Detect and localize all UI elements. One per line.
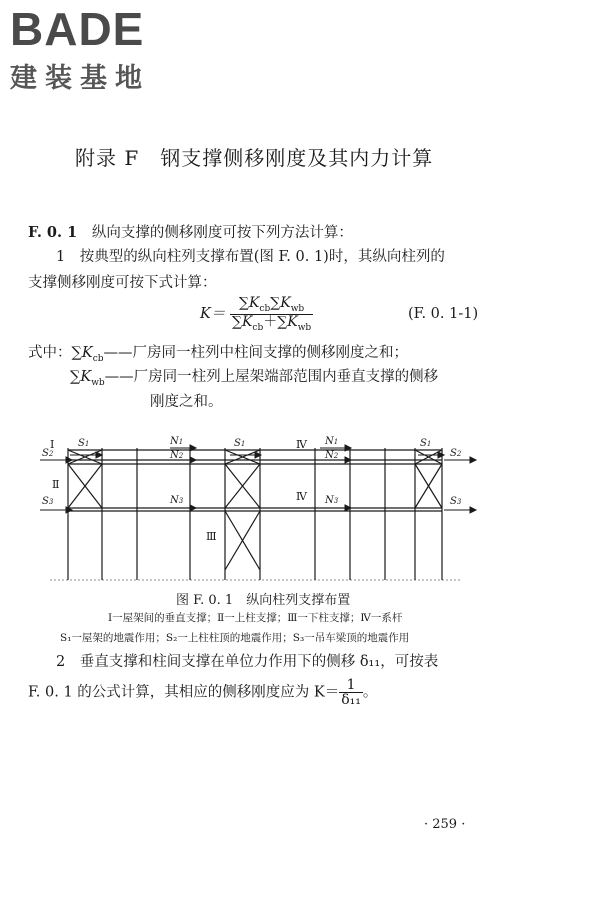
label-S3-a: S3 bbox=[42, 496, 54, 507]
label-S1-b: S1 bbox=[234, 438, 246, 449]
formula-fraction bbox=[230, 296, 313, 333]
label-N2-a: N2 bbox=[170, 450, 184, 461]
label-III: Ⅲ bbox=[206, 530, 217, 543]
item2-frac-den: δ₁₁ bbox=[341, 692, 361, 708]
formula-number: (F. 0. 1-1) bbox=[408, 306, 479, 322]
item2-line2 bbox=[28, 678, 377, 707]
label-S3-b: S3 bbox=[450, 496, 462, 507]
page-number: · 259 · bbox=[424, 817, 466, 832]
where-def2-text: ——厂房同一柱列上屋架端部范围内垂直支撑的侧移 bbox=[104, 369, 439, 385]
item2-frac-num: 1 bbox=[339, 678, 363, 693]
label-II: Ⅱ bbox=[52, 478, 60, 491]
logo-sub: 建装基地 bbox=[10, 63, 150, 93]
page-title: 附录 F 钢支撑侧移刚度及其内力计算 bbox=[75, 146, 434, 170]
label-IV-top: Ⅳ bbox=[296, 438, 307, 451]
logo-main: BADE bbox=[10, 3, 145, 55]
label-N1-a: N1 bbox=[170, 436, 184, 447]
figure-legend-2: S₁一屋架的地震作用；S₂一上柱柱顶的地震作用；S₃一吊车梁顶的地震作用 bbox=[60, 632, 410, 644]
where-def2-symbol: $\sum K_{wb}$ bbox=[70, 369, 105, 388]
label-I: I bbox=[50, 438, 55, 451]
where-def1-symbol: $\sum K_{cb}$ bbox=[71, 345, 104, 364]
label-N3-b: N3 bbox=[325, 495, 339, 506]
label-S1-c: S1 bbox=[420, 438, 432, 449]
where-def1-text: ——厂房同一柱列中柱间支撑的侧移刚度之和； bbox=[103, 345, 409, 361]
item2-fraction bbox=[339, 678, 363, 707]
bracing-figure bbox=[30, 430, 480, 585]
label-N1-b: N1 bbox=[325, 436, 339, 447]
section-line bbox=[28, 226, 353, 241]
where-prefix: 式中： bbox=[28, 345, 72, 361]
label-S1-a: S1 bbox=[78, 438, 90, 449]
where-line1 bbox=[28, 346, 408, 364]
section-number: F. 0. 1 bbox=[28, 224, 78, 241]
figure-caption: 图 F. 0. 1 纵向柱列支撑布置 bbox=[176, 593, 351, 608]
formula-numerator: $\sum K_{cb}\sum K_{wb}$ bbox=[230, 296, 313, 315]
item1-line2: 支撑侧移刚度可按下式计算： bbox=[28, 275, 217, 291]
item2-line2-post: 。 bbox=[362, 684, 378, 701]
label-IV-mid: Ⅳ bbox=[296, 490, 307, 503]
item2-line2-pre: F. 0. 1 的公式计算，其相应的侧移刚度应为 K＝ bbox=[28, 684, 340, 701]
formula-denominator: $\sum K_{cb}+\sum K_{wb}$ bbox=[231, 313, 312, 333]
item1-line1: 1 按典型的纵向柱列支撑布置(图 F. 0. 1)时，其纵向柱列的 bbox=[56, 249, 445, 265]
formula-lhs: K＝ bbox=[200, 306, 226, 323]
item2-line1: 2 垂直支撑和柱间支撑在单位力作用下的侧移 δ₁₁，可按表 bbox=[56, 654, 439, 670]
section-text: 纵向支撑的侧移刚度可按下列方法计算： bbox=[91, 225, 353, 241]
figure-legend-1: Ⅰ一屋架间的垂直支撑；Ⅱ一上柱支撑；Ⅲ一下柱支撑；Ⅳ一系杆 bbox=[108, 612, 403, 624]
label-S2-a: S2 bbox=[42, 448, 54, 459]
label-S2-b: S2 bbox=[450, 448, 462, 459]
label-N3-a: N3 bbox=[170, 495, 184, 506]
where-line2 bbox=[70, 370, 438, 388]
where-line3: 刚度之和。 bbox=[150, 394, 223, 410]
label-N2-b: N2 bbox=[325, 450, 339, 461]
formula bbox=[200, 296, 313, 333]
